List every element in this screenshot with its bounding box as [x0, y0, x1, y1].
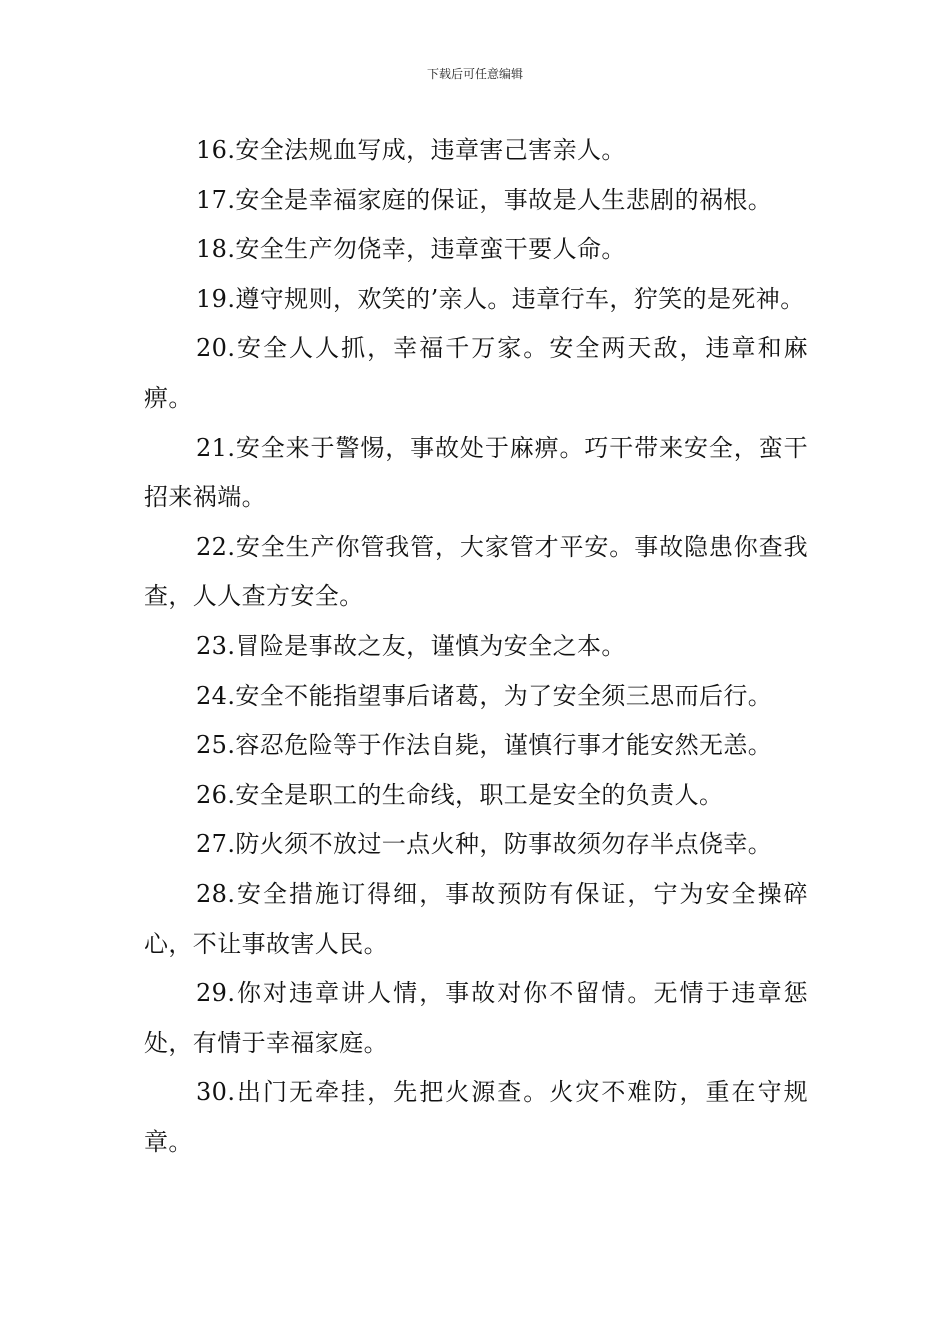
paragraph-17: 17.安全是幸福家庭的保证，事故是人生悲剧的祸根。: [196, 185, 773, 214]
paragraph-30: 30.出门无牵挂，先把火源查。火灾不难防，重在守规章。: [144, 1078, 808, 1156]
paragraph-27: 27.防火须不放过一点火种，防事故须勿存半点侥幸。: [196, 830, 773, 859]
paragraph-24: 24.安全不能指望事后诸葛，为了安全须三思而后行。: [196, 681, 773, 710]
paragraph-28: 28.安全措施订得细，事故预防有保证，宁为安全操碎心，不让事故害人民。: [144, 879, 808, 958]
paragraph-29: 29.你对违章讲人情，事故对你不留情。无情于违章惩处，有情于幸福家庭。: [144, 979, 808, 1057]
paragraph-23: 23.冒险是事故之友，谨慎为安全之本。: [196, 631, 626, 660]
paragraph-22: 22.安全生产你管我管，大家管才平安。事故隐患你查我查，人人查方安全。: [144, 532, 808, 611]
paragraph-26: 26.安全是职工的生命线，职工是安全的负责人。: [196, 780, 724, 809]
paragraph-19: 19.遵守规则，欢笑的’亲人。违章行车，狞笑的是死神。: [196, 284, 805, 313]
page-header: 下载后可任意编辑: [426, 67, 523, 81]
document-body: [144, 126, 808, 1167]
paragraph-20: 20.安全人人抓，幸福千万家。安全两天敌，违章和麻痹。: [144, 334, 808, 412]
paragraph-18: 18.安全生产勿侥幸，违章蛮干要人命。: [196, 235, 626, 264]
paragraph-21: 21.安全来于警惕，事故处于麻痹。巧干带来安全，蛮干招来祸端。: [144, 433, 808, 512]
paragraph-25: 25.容忍危险等于作法自毙，谨慎行事才能安然无恙。: [196, 731, 773, 760]
paragraph-16: 16.安全法规血写成，违章害己害亲人。: [196, 136, 626, 164]
